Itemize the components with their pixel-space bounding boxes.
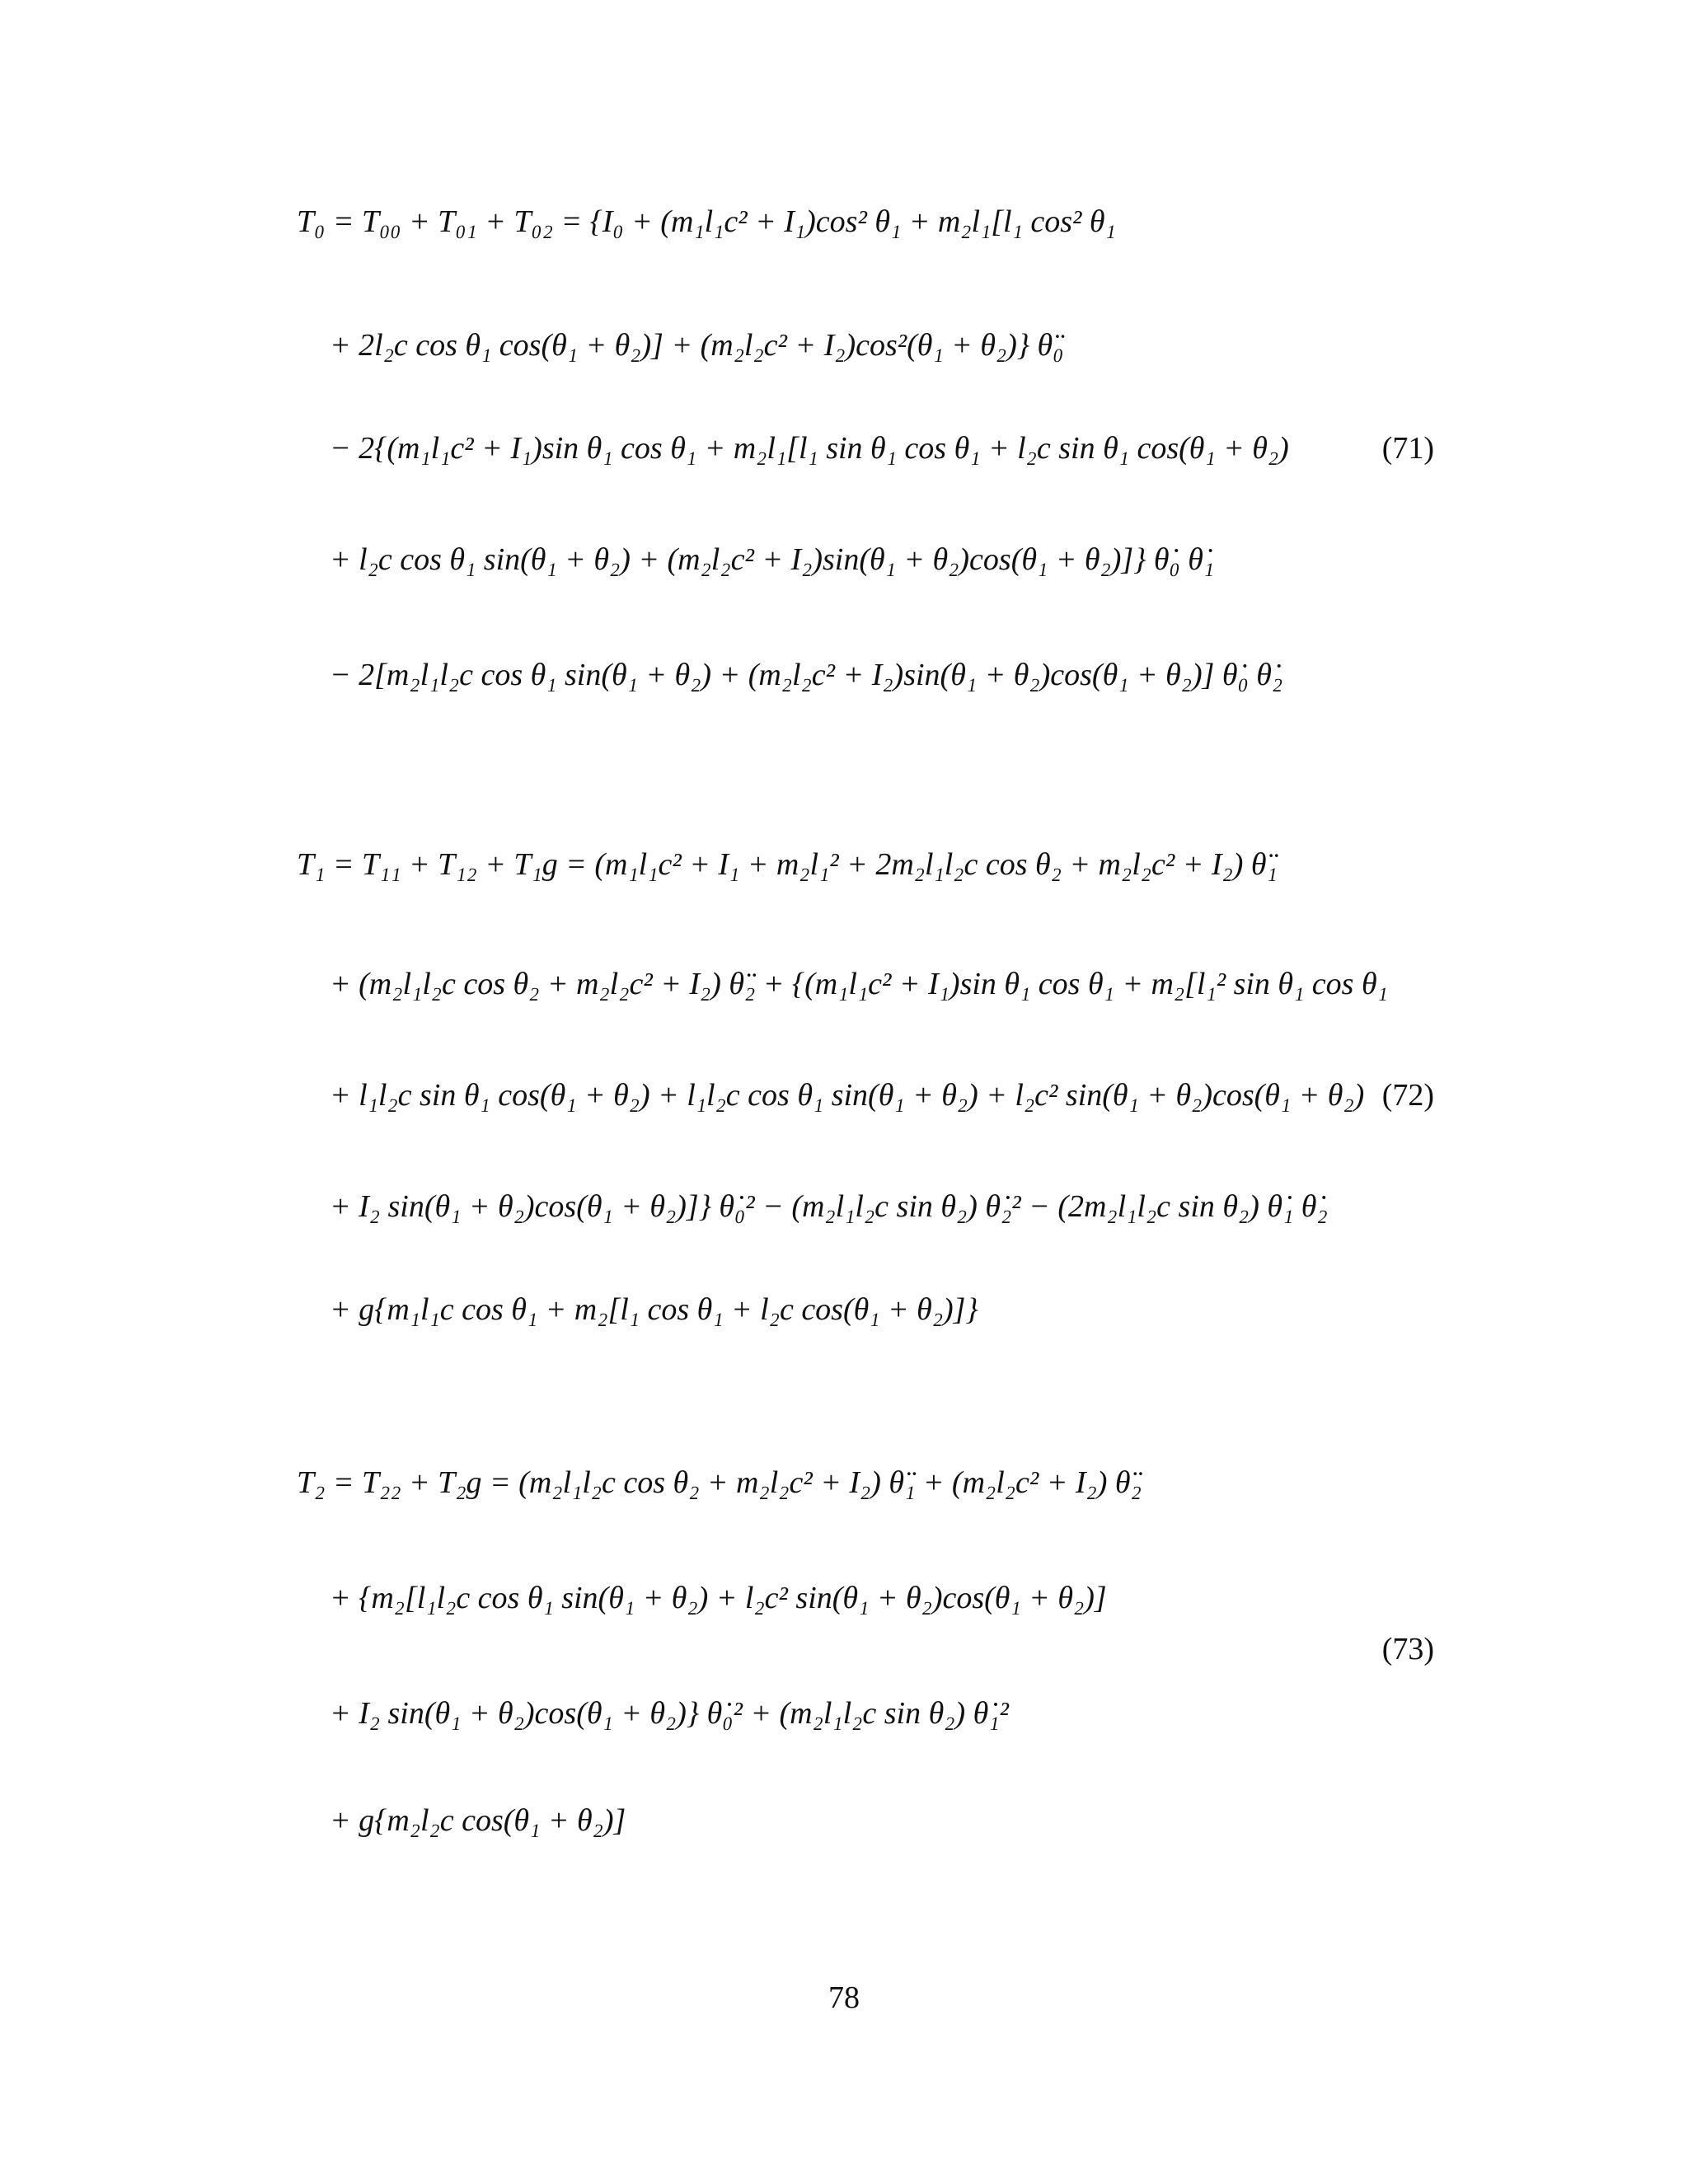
equation-line: T₀ = T₀₀ + T₀₁ + T₀₂ = {I₀ + (m₁l₁c² + I₁)cos² θ₁ + m₂l₁[l₁ cos² θ₁ [297, 204, 1116, 239]
equation-number: (71) [1381, 431, 1434, 466]
equation-71 [297, 206, 1434, 709]
equation-line: + (m₂l₁l₂c cos θ₂ + m₂l₂c² + I₂) θ̈₂ + {(m₁l₁c² + I₁)sin θ₁ cos θ₁ + m₂[l₁² sin θ₁ cos θ₁ [330, 967, 1388, 1001]
equation-line: + l₁l₂c sin θ₁ cos(θ₁ + θ₂) + l₁l₂c cos θ₁ sin(θ₁ + θ₂) + l₂c² sin(θ₁ + θ₂)cos(θ₁ + θ₂) [330, 1078, 1365, 1113]
equation-line: − 2{(m₁l₁c² + I₁)sin θ₁ cos θ₁ + m₂l₁[l₁ sin θ₁ cos θ₁ + l₂c sin θ₁ cos(θ₁ + θ₂) [330, 431, 1289, 466]
equation-line: + l₂c cos θ₁ sin(θ₁ + θ₂) + (m₂l₂c² + I₂)sin(θ₁ + θ₂)cos(θ₁ + θ₂)]} θ̇₀ θ̇₁ [330, 542, 1215, 577]
equation-number: (73) [1381, 1632, 1434, 1666]
page-number: 78 [828, 1980, 860, 2015]
equation-line: + I₂ sin(θ₁ + θ₂)cos(θ₁ + θ₂)]} θ̇₀² − (m₂l₁l₂c sin θ₂) θ̇₂² − (2m₂l₁l₂c sin θ₂) θ̇₁ θ̇₂ [330, 1189, 1328, 1224]
equation-line: T₂ = T₂₂ + T₂g = (m₂l₁l₂c cos θ₂ + m₂l₂c² + I₂) θ̈₁ + (m₂l₂c² + I₂) θ̈₂ [297, 1465, 1142, 1500]
equation-line: + I₂ sin(θ₁ + θ₂)cos(θ₁ + θ₂)} θ̇₀² + (m₂l₁l₂c sin θ₂) θ̇₁² [330, 1696, 1009, 1731]
equation-line: − 2[m₂l₁l₂c cos θ₁ sin(θ₁ + θ₂) + (m₂l₂c² + I₂)sin(θ₁ + θ₂)cos(θ₁ + θ₂)] θ̇₀ θ̇₂ [330, 658, 1283, 692]
equation-line: + g{m₂l₂c cos(θ₁ + θ₂)] [330, 1803, 626, 1838]
equation-number: (72) [1381, 1078, 1434, 1113]
equation-72 [297, 832, 1434, 1343]
equation-line: + {m₂[l₁l₂c cos θ₁ sin(θ₁ + θ₂) + l₂c² sin(θ₁ + θ₂)cos(θ₁ + θ₂)] [330, 1581, 1107, 1615]
equation-line: T₁ = T₁₁ + T₁₂ + T₁g = (m₁l₁c² + I₁ + m₂l₁² + 2m₂l₁l₂c cos θ₂ + m₂l₂c² + I₂) θ̈₁ [297, 847, 1278, 882]
equation-line: + 2l₂c cos θ₁ cos(θ₁ + θ₂)] + (m₂l₂c² + I₂)cos²(θ₁ + θ₂)} θ̈₀ [330, 328, 1064, 363]
equation-73 [297, 1459, 1434, 1863]
equation-line: + g{m₁l₁c cos θ₁ + m₂[l₁ cos θ₁ + l₂c cos(θ₁ + θ₂)]} [330, 1292, 978, 1327]
